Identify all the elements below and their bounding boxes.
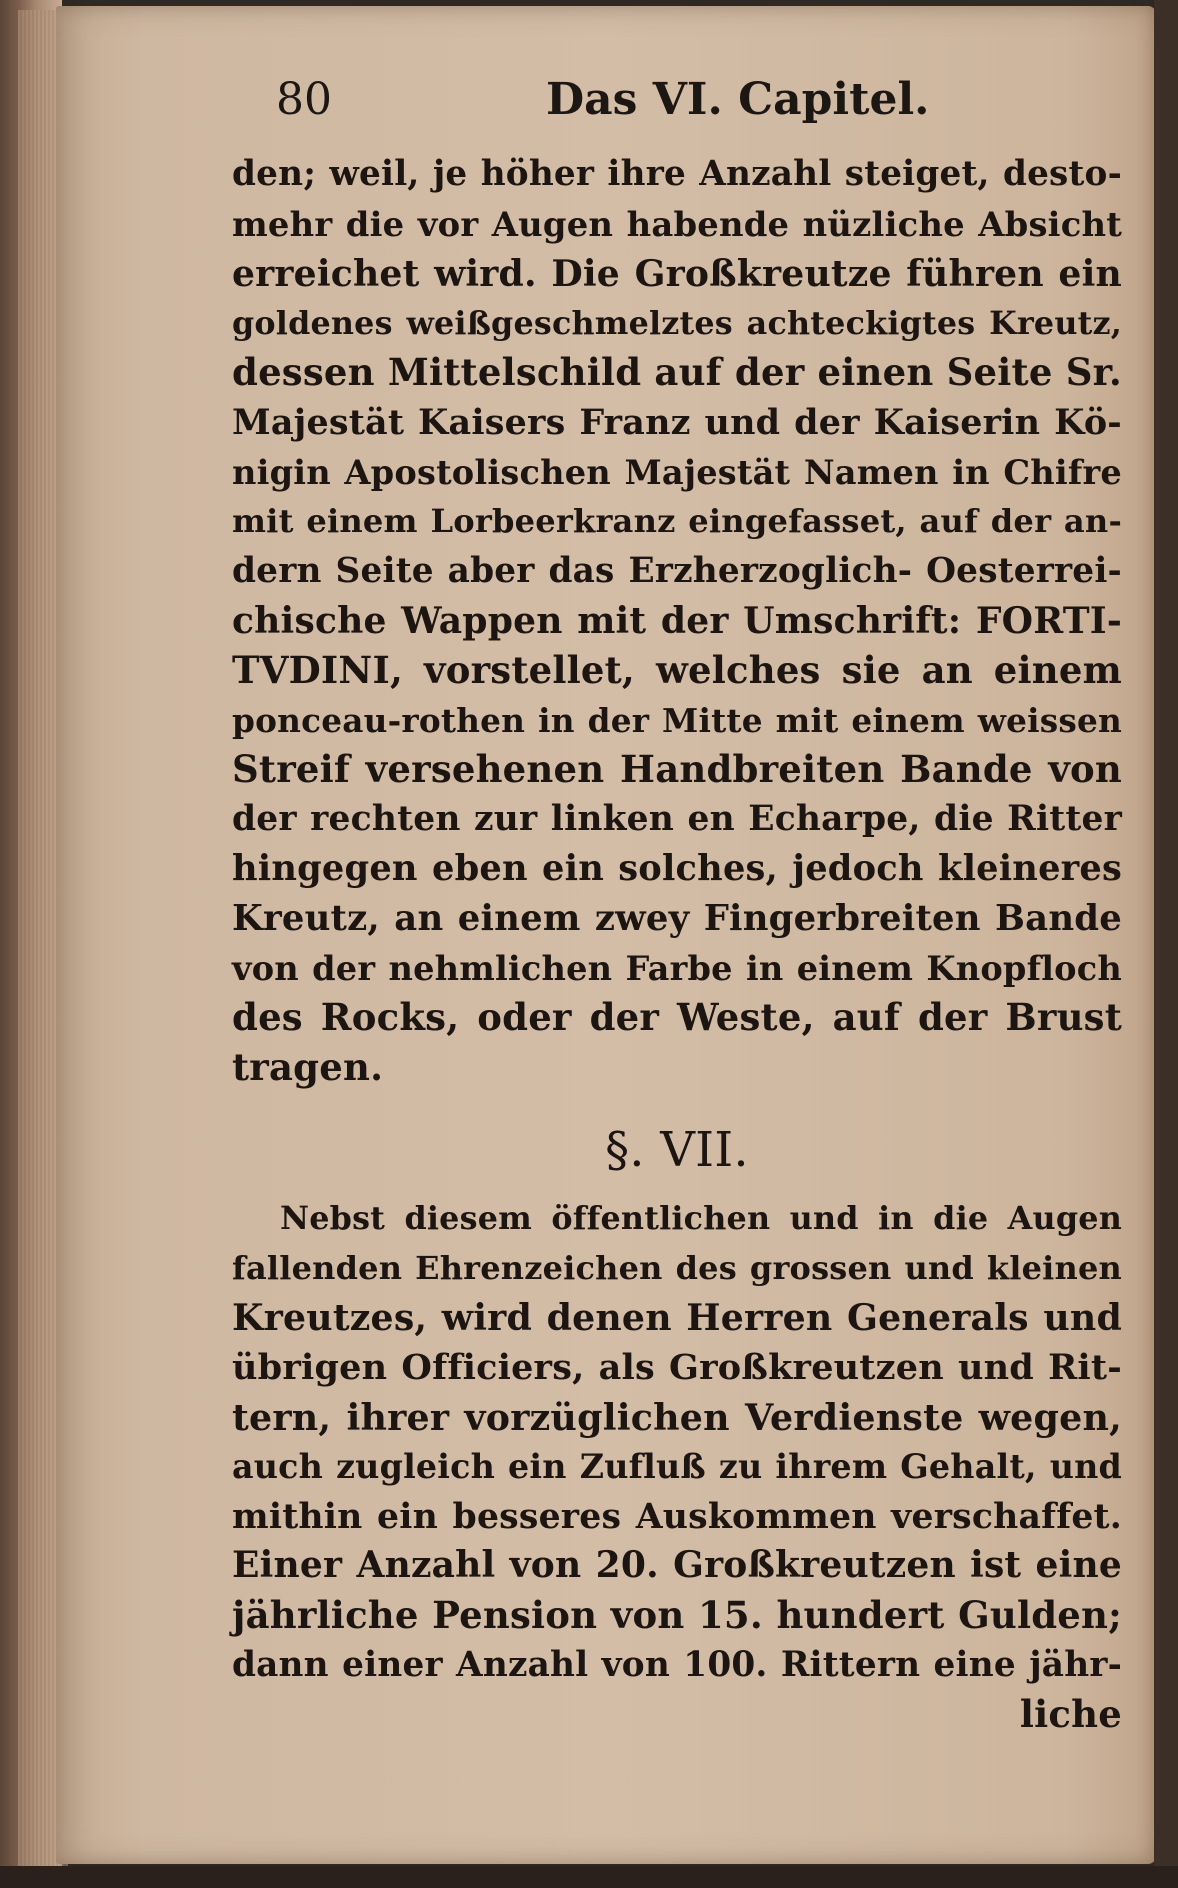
text-line: dern Seite aber das Erzherzoglich- Oesterrei- — [232, 550, 1122, 591]
text-line: Nebst diesem öffentlichen und in die Augen — [280, 1200, 1122, 1238]
chapter-title: Das VI. Capitel. — [546, 74, 930, 125]
text-line: Streif versehenen Handbreiten Bande von — [232, 747, 1122, 792]
text-line: nigin Apostolischen Majestät Namen in Chifre — [232, 451, 1122, 492]
text-line: tern, ihrer vorzüglichen Verdienste wegen, — [232, 1395, 1122, 1439]
text-line: des Rocks, oder der Weste, auf der Brust — [232, 995, 1122, 1040]
text-line: hingegen eben ein solches, jedoch kleineres — [232, 848, 1122, 890]
text-line: übrigen Officiers, als Großkreutzen und Rit- — [232, 1347, 1122, 1389]
text-line: auch zugleich ein Zufluß zu ihrem Gehalt, und — [232, 1447, 1122, 1487]
section-heading: §. VII. — [605, 1122, 749, 1179]
text-line: von der nehmlichen Farbe in einem Knopfloch — [232, 947, 1122, 988]
text-line: Kreutzes, wird denen Herren Generals und — [232, 1296, 1122, 1340]
page-body — [232, 150, 1122, 1740]
paragraph-2 — [232, 1194, 1122, 1740]
text-line: ponceau-rothen in der Mitte mit einem weissen — [232, 700, 1122, 740]
running-header — [276, 70, 930, 130]
text-line: dessen Mittelschild auf der einen Seite Sr. — [232, 350, 1122, 395]
text-line: dann einer Anzahl von 100. Rittern eine jähr- — [232, 1644, 1122, 1685]
text-line: TVDINI, vorstellet, welches sie an einem — [232, 647, 1122, 692]
scan-border-bottom — [0, 1866, 1178, 1888]
text-line: mithin ein besseres Auskommen verschaffet. — [232, 1495, 1122, 1537]
text-line: der rechten zur linken en Echarpe, die Ritter — [232, 798, 1122, 839]
text-line: Einer Anzahl von 20. Großkreutzen ist eine — [232, 1544, 1122, 1587]
text-line: mehr die vor Augen habende nüzliche Absicht — [232, 203, 1122, 244]
text-line: goldenes weißgeschmelztes achteckigtes Kreutz, — [232, 304, 1122, 342]
text-line: Kreutz, an einem zwey Fingerbreiten Bande — [232, 897, 1122, 939]
text-line: tragen. — [232, 1044, 384, 1089]
text-line: Majestät Kaisers Franz und der Kaiserin Kö- — [232, 401, 1122, 443]
text-line: fallenden Ehrenzeichen des grossen und kleinen — [232, 1248, 1122, 1287]
text-line: erreichet wird. Die Großkreutze führen ein — [232, 252, 1122, 296]
text-line: jährliche Pension von 15. hundert Gulden; — [232, 1593, 1122, 1638]
page-number: 80 — [276, 74, 332, 125]
catchword: liche — [1019, 1692, 1122, 1737]
text-line: den; weil, je höher ihre Anzahl steiget, desto- — [232, 154, 1122, 194]
scan-border-right — [1154, 0, 1178, 1888]
text-line: chische Wappen mit der Umschrift: FORTI- — [232, 599, 1122, 643]
text-line: mit einem Lorbeerkranz eingefasset, auf der an- — [232, 502, 1122, 541]
paragraph-1 — [232, 150, 1122, 1092]
